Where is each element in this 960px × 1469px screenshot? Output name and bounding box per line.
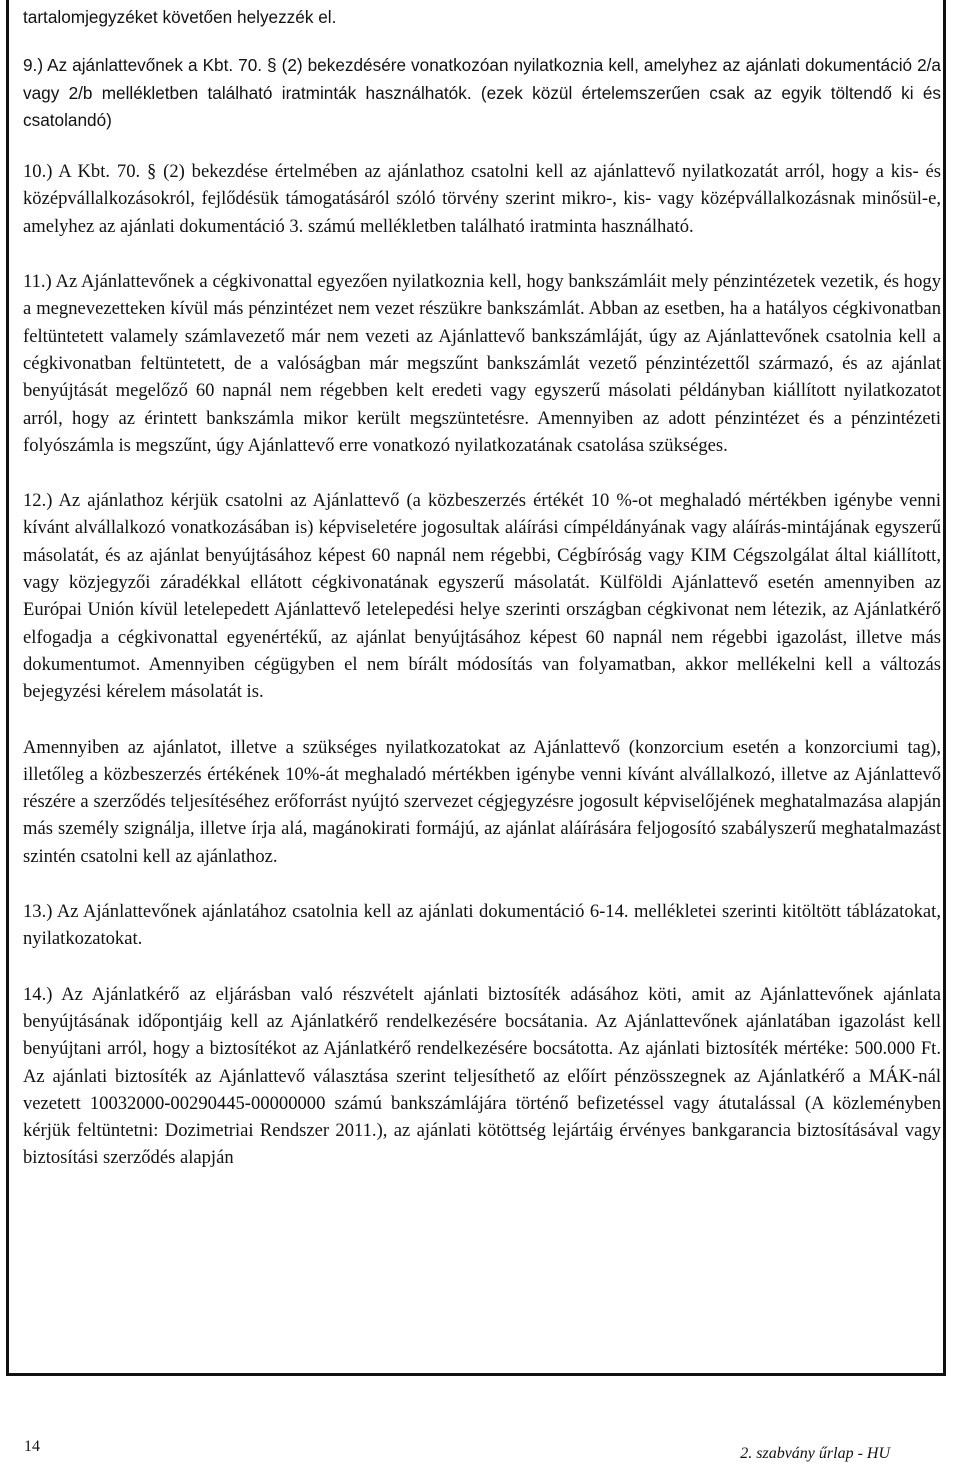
- paragraph-item-14: 14.) Az Ajánlatkérő az eljárásban való részvételt ajánlati biztosíték adásához köti, amit az Ajánlattevőnek ajánlata benyújtásának időpontjáig kell az Ajánlatkérő rendelkezésére bocsátania. Az Ajánlattevőnek ajánlatában igazolást kell benyújtani arról, hogy a biztosítékot az Ajánlatkérő rendelkezésére bocsátotta. Az ajánlati biztosíték mértéke: 500.000 Ft. Az ajánlati biztosíték az Ajánlattevő választása szerint teljesíthető az előírt pénzösszegnek az Ajánlatkérő a MÁK-nál vezetett 10032000-00290445-00000000 számú bankszámlájára történő befizetéssel vagy átutalással (A közleményben kérjük feltüntetni: Dozimetriai Rendszer 2011.), az ajánlati kötöttség lejártáig érvényes bankgarancia biztosításával vagy biztosítási szerződés alapján: [23, 983, 941, 1169]
- form-label: 2. szabvány űrlap - HU: [740, 1445, 890, 1462]
- paragraph-item-11: 11.) Az Ajánlattevőnek a cégkivonattal egyezően nyilatkoznia kell, hogy bankszámláit mely pénzintézetek vezetik, és hogy a megnevezetteken kívül más pénzintézet nem vezet részükre bankszámlát. Abban az esetben, ha a hatályos cégkivonatban feltüntetett valamely számlavezető már nem vezeti az Ajánlattevő bankszámláját, úgy az Ajánlattevőnek csatolnia kell a cégkivonatban feltüntetett, de a valóságban már megszűnt bankszámlát vezető pénzintézettől származó, és az ajánlat benyújtását megelőző 60 napnál nem régebben kelt eredeti vagy egyszerű másolati példányban kiállított nyilatkozatot arról, hogy az érintett bankszámla mikor került megszüntetésre. Amennyiben az adott pénzintézet és a pénzintézeti folyószámla is megszűnt, úgy Ajánlattevő erre vonatkozó nyilatkozatának csatolása szükséges.: [23, 271, 941, 456]
- paragraph-amennyiben: Amennyiben az ajánlatot, illetve a szükséges nyilatkozatokat az Ajánlattevő (konzorcium esetén a konzorciumi tag), illetőleg a közbeszerzés értékének 10%-át meghaladó mértékben igénybe venni kívánt alvállalkozó, illetve az Ajánlattevő részére a szerződés teljesítéséhez erőforrást nyújtó szervezet cégjegyzésre jogosult képviselőjének meghatalmazása alapján más személy szignálja, illetve írja alá, magánokirati formájú, az ajánlat aláírására feljogosító szabályszerű meghatalmazást szintén csatolni kell az ajánlathoz.: [23, 736, 941, 867]
- paragraph-item-13: 13.) Az Ajánlattevőnek ajánlatához csatolnia kell az ajánlati dokumentáció 6-14. mellékletei szerinti kitöltött táblázatokat, nyilatkozatokat.: [23, 901, 941, 950]
- paragraph-intro: tartalomjegyzéket követően helyezzék el.: [23, 7, 337, 27]
- page-number: 14: [24, 1438, 40, 1455]
- paragraph-item-12: 12.) Az ajánlathoz kérjük csatolni az Ajánlattevő (a közbeszerzés értékét 10 %-ot meghaladó mértékben igénybe venni kívánt alvállalkozó vonatkozásában is) képviseletére jogosultak aláírási címpéldányának vagy aláírás-mintájának egyszerű másolatát, és az ajánlat benyújtásához képest 60 napnál nem régebbi, Cégbíróság vagy KIM Cégszolgálat által kiállított, vagy közjegyzői záradékkal ellátott cégkivonatának egyszerű másolatát. Külföldi Ajánlattevő esetén amennyiben az Európai Unión kívül letelepedett Ajánlattevő letelepedési helye szerinti országban cégkivonat nem létezik, az Ajánlatkérő elfogadja a cégkivonattal egyenértékű, az ajánlat benyújtásához képest 60 napnál nem régebbi igazolást, illetve más dokumentumot. Amennyiben cégügyben el nem bírált módosítás van folyamatban, akkor mellékelni kell a változás bejegyzési kérelem másolatát is.: [23, 490, 941, 703]
- paragraph-item-10: 10.) A Kbt. 70. § (2) bekezdése értelmében az ajánlathoz csatolni kell az ajánlattevő nyilatkozatát arról, hogy a kis- és középvállalkozásokról, fejlődésük támogatásáról szóló törvény szerint mikro-, kis- vagy középvállalkozásnak minősül-e, amelyhez az ajánlati dokumentáció 3. számú mellékletben található iratminta használható.: [23, 161, 941, 237]
- document-body: [23, 4, 941, 1172]
- paragraph-item-9: 9.) Az ajánlattevőnek a Kbt. 70. § (2) bekezdésére vonatkozóan nyilatkoznia kell, amelyhez az ajánlati dokumentáció 2/a vagy 2/b mellékletben található iratminták használhatók. (ezek közül értelemszerűen csak az egyik töltendő ki és csatolandó): [23, 55, 941, 130]
